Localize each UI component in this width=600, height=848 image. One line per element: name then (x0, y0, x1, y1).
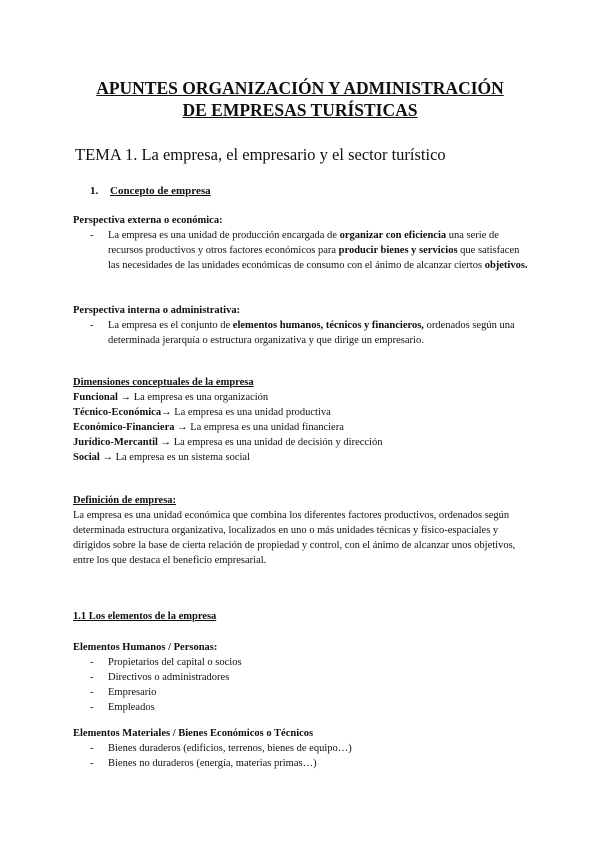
bold-text: elementos humanos, técnicos y financieros, (232, 320, 424, 331)
section-number: 1. (90, 185, 99, 197)
list-item (73, 228, 533, 273)
list-item (73, 741, 533, 756)
subsection-title: 1.1 Los elementos de la empresa (73, 611, 217, 622)
text-run: que satisfacen las necesidades de las unidades económicas de consumo con el ánimo de alcanzar ciertos (108, 245, 520, 271)
list-item (73, 318, 533, 348)
definition-section (73, 493, 533, 568)
bold-text: organizar con eficiencia (339, 230, 447, 241)
dimension-key: Técnico-Económica (73, 407, 162, 418)
text-run: una serie de recursos productivos y otros factores económicos para (108, 230, 499, 256)
dimension-key: Funcional (73, 392, 118, 403)
bold-text: producir bienes y servicios (338, 245, 458, 256)
dimension-line (73, 390, 533, 405)
dimension-key: Social (73, 452, 100, 463)
dimension-line (73, 450, 533, 465)
subsection-1-1-heading (73, 609, 533, 624)
dimension-line (73, 420, 533, 435)
doc-title-line2: DE EMPRESAS TURÍSTICAS (182, 100, 418, 120)
dimensions-heading: Dimensiones conceptuales de la empresa (73, 377, 254, 388)
list-item (73, 670, 533, 685)
dimension-line (73, 435, 533, 450)
list-item (73, 756, 533, 771)
dimension-text: → La empresa es una unidad productiva (161, 407, 331, 418)
bullet-dash: - (90, 672, 94, 683)
external-perspective (73, 213, 533, 273)
human-elements (73, 640, 533, 715)
external-perspective-heading: Perspectiva externa o económica: (73, 215, 223, 226)
bullet-dash: - (90, 758, 94, 769)
item-text: Bienes no duraderos (energía, materias primas…) (108, 758, 317, 769)
dimension-text: → La empresa es un sistema social (99, 452, 251, 463)
dimensions-section (73, 375, 533, 465)
section-1-heading (90, 185, 211, 197)
item-text: Directivos o administradores (108, 672, 230, 683)
definition-heading: Definición de empresa: (73, 495, 177, 506)
item-text: Bienes duraderos (edificios, terrenos, bienes de equipo…) (108, 743, 352, 754)
item-text: Empleados (108, 702, 155, 713)
section-title: Concepto de empresa (110, 185, 211, 197)
item-text: Empresario (108, 687, 157, 698)
dimension-text: → La empresa es una unidad financiera (174, 422, 344, 433)
material-elements (73, 726, 533, 771)
tema-heading: TEMA 1. La empresa, el empresario y el sector turístico (75, 145, 446, 164)
dimension-text: → La empresa es una unidad de decisión y dirección (157, 437, 383, 448)
bullet-dash: - (90, 702, 94, 713)
bullet-dash: - (90, 743, 94, 754)
dimension-line (73, 405, 533, 420)
doc-title-line1: APUNTES ORGANIZACIÓN Y ADMINISTRACIÓN (96, 78, 504, 98)
text-run: La empresa es el conjunto de (108, 320, 233, 331)
dimension-text: → La empresa es una organización (117, 392, 269, 403)
definition-paragraph: La empresa es una unidad económica que combina los diferentes factores productivos, ordenados según determinada estructura organizativa, localizados en uno o más unidades técnicas y físico-espaciales y dirigidos sobre la base de cierta relación de propiedad y control, con el ánimo de alcanzar unos objetivos, entre los que destaca el beneficio empresarial. (73, 510, 516, 566)
list-item (73, 655, 533, 670)
dimension-key: Jurídico-Mercantil (73, 437, 158, 448)
bullet-dash: - (90, 230, 94, 241)
text-run: La empresa es una unidad de producción encargada de (108, 230, 340, 241)
list-item (73, 700, 533, 715)
bullet-dash: - (90, 657, 94, 668)
bullet-dash: - (90, 320, 94, 331)
internal-perspective-heading: Perspectiva interna o administrativa: (73, 305, 241, 316)
human-elements-heading: Elementos Humanos / Personas: (73, 642, 218, 653)
list-item (73, 685, 533, 700)
bullet-dash: - (90, 687, 94, 698)
internal-perspective (73, 303, 533, 348)
dimension-key: Económico-Financiera (73, 422, 175, 433)
material-elements-heading: Elementos Materiales / Bienes Económicos o Técnicos (73, 728, 314, 739)
item-text: Propietarios del capital o socios (108, 657, 242, 668)
bold-text: objetivos. (484, 260, 528, 271)
text-run: ordenados según una determinada jerarquía o estructura organizativa y que dirige un empresario. (108, 320, 515, 346)
